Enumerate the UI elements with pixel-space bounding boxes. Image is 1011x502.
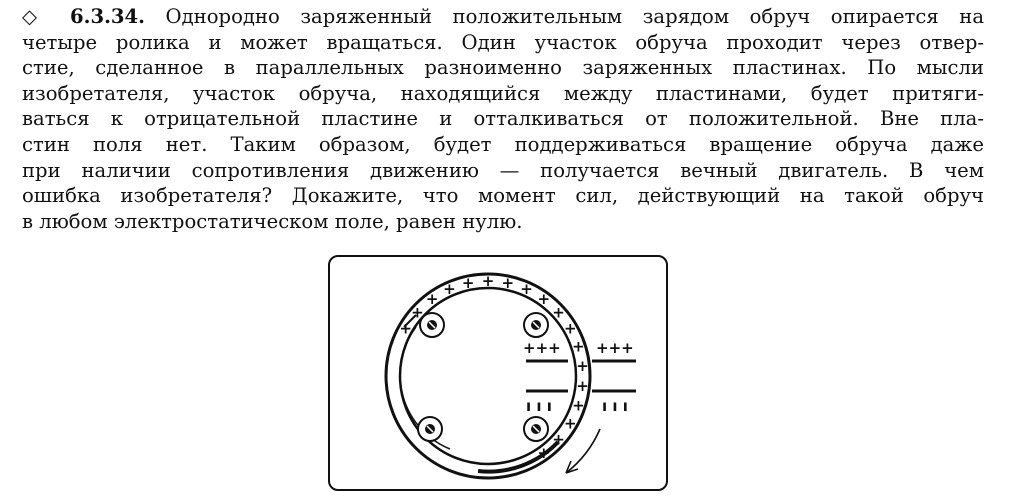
problem-line: изобретателя, участок обруча, находящийся между пластинами, будет притяги- bbox=[22, 81, 984, 105]
problem-line bbox=[22, 4, 984, 30]
hoop-plus-charge: + bbox=[461, 274, 475, 293]
hoop-plus-charge: + bbox=[443, 280, 456, 299]
hoop-plus-charge: + bbox=[576, 357, 589, 376]
hoop-figure bbox=[328, 255, 668, 491]
plate-plus-left: +++ bbox=[523, 339, 561, 357]
hoop-plus-charge: + bbox=[576, 376, 589, 395]
hoop-plus-charge: + bbox=[537, 443, 551, 462]
hoop-plus-charge: + bbox=[399, 319, 412, 338]
hoop-plus-charge: + bbox=[572, 396, 585, 415]
hoop-plus-charge: + bbox=[564, 319, 577, 338]
problem-line: стин поля нет. Таким образом, будет поддерживаться вращение обруча даже bbox=[22, 132, 984, 156]
hoop-plus-charge: + bbox=[552, 303, 565, 322]
problem-number: 6.3.34. bbox=[70, 5, 145, 28]
problem-line-text: Однородно заряженный положительным зарядом обруч опирается на bbox=[165, 5, 984, 28]
problem-text bbox=[22, 4, 984, 234]
hoop-plus-charge: + bbox=[564, 414, 577, 433]
problem-line: четыре ролика и может вращаться. Один участок обруча проходит через отвер- bbox=[22, 30, 984, 54]
problem-line: ваться к отрицательной пластине и отталкиваться от положительной. Вне пла- bbox=[22, 107, 984, 131]
diamond-icon: ◇ bbox=[22, 5, 38, 28]
problem-line: в любом электростатическом поле, равен нулю. bbox=[22, 209, 523, 233]
hoop-plus-charge: + bbox=[572, 337, 585, 356]
problem-line: ошибка изобретателя? Докажите, что момент сил, действующий на такой обруч bbox=[22, 184, 984, 208]
hoop-plus-charge: + bbox=[411, 303, 424, 322]
plate-plus-right: +++ bbox=[596, 339, 634, 357]
roller-bottom-left bbox=[418, 417, 442, 441]
problem-line: при наличии сопротивления движению — получается вечный двигатель. В чем bbox=[22, 158, 984, 182]
plate-minus-right: ı ı ı bbox=[602, 397, 628, 415]
hoop-plus-charge: + bbox=[520, 280, 533, 299]
hoop-plus-charge: + bbox=[425, 290, 439, 309]
roller-top-right bbox=[524, 313, 548, 337]
hoop-plus-charge: + bbox=[537, 290, 551, 309]
problem-line: стие, сделанное в параллельных разноименно заряженных пластинах. По мысли bbox=[22, 56, 984, 80]
hoop-plus-charge: + bbox=[481, 272, 495, 290]
roller-bottom-right bbox=[524, 417, 548, 441]
plate-minus-left: ı ı ı bbox=[526, 397, 552, 415]
hoop-diagram bbox=[330, 257, 670, 493]
hoop-plus-charge: + bbox=[501, 274, 515, 293]
hoop-plus-charge: + bbox=[552, 430, 565, 449]
